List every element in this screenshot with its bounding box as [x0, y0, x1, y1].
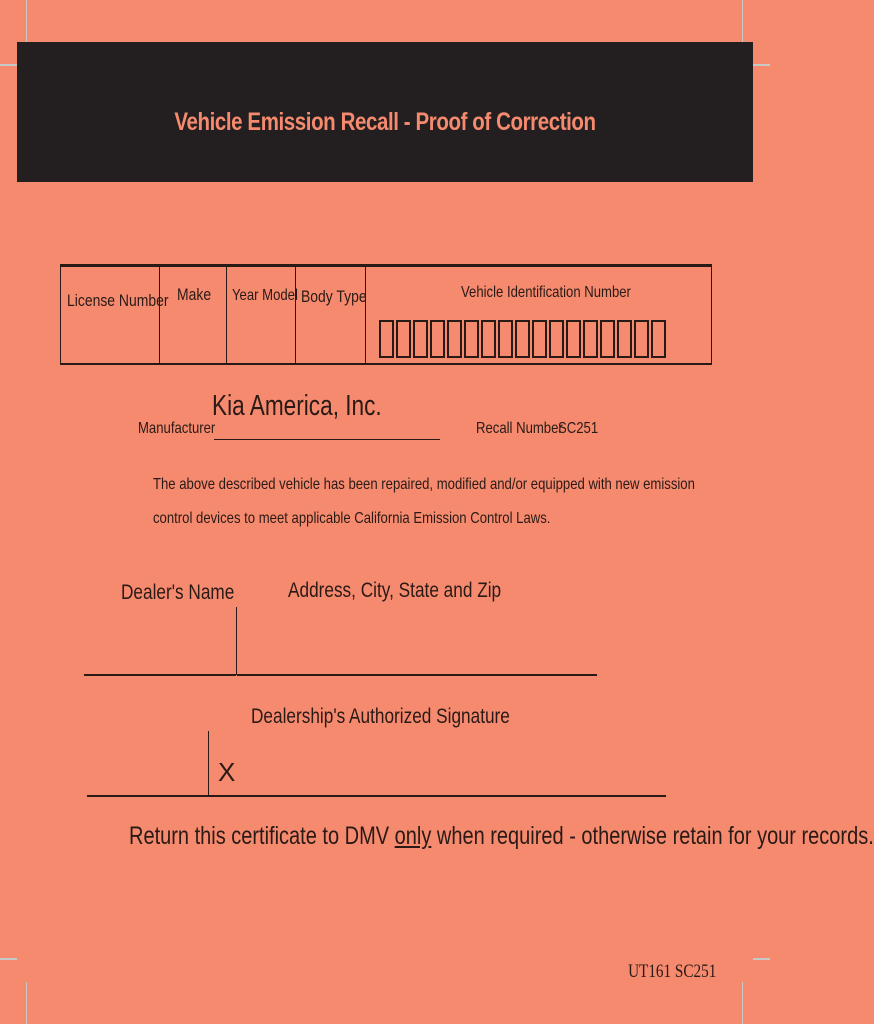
- vin-input-boxes[interactable]: [379, 320, 668, 358]
- vin-char-box[interactable]: [651, 320, 666, 358]
- vin-char-box[interactable]: [498, 320, 513, 358]
- crop-mark: [742, 982, 743, 1024]
- form-title: Vehicle Emission Recall - Proof of Correction: [174, 108, 596, 136]
- vin-char-box[interactable]: [413, 320, 428, 358]
- vin-char-box[interactable]: [447, 320, 462, 358]
- signature-line[interactable]: [209, 795, 666, 797]
- manufacturer-underline: [214, 439, 440, 440]
- body-type-cell[interactable]: [295, 267, 366, 363]
- vin-char-box[interactable]: [464, 320, 479, 358]
- signature-divider: [208, 731, 209, 797]
- recall-number-value: SC251: [558, 420, 599, 437]
- signature-left-line[interactable]: [87, 795, 208, 797]
- crop-mark: [0, 958, 17, 960]
- vin-char-box[interactable]: [379, 320, 394, 358]
- dealer-address-line[interactable]: [237, 674, 597, 676]
- statement-line-2: control devices to meet applicable California Emission Control Laws.: [153, 510, 551, 527]
- body-type-label: Body Type: [301, 287, 367, 306]
- license-number-cell[interactable]: [61, 267, 169, 363]
- crop-mark: [753, 958, 770, 960]
- year-model-label: Year Model: [232, 287, 298, 304]
- manufacturer-label: Manufacturer: [138, 420, 216, 437]
- dealer-name-line[interactable]: [84, 674, 236, 676]
- recall-number-label: Recall Number: [476, 420, 563, 437]
- make-cell[interactable]: [159, 267, 227, 363]
- vin-char-box[interactable]: [617, 320, 632, 358]
- year-model-cell[interactable]: [226, 267, 296, 363]
- crop-mark: [0, 64, 17, 66]
- vin-char-box[interactable]: [396, 320, 411, 358]
- vin-char-box[interactable]: [549, 320, 564, 358]
- signature-label: Dealership's Authorized Signature: [251, 705, 510, 728]
- vin-char-box[interactable]: [566, 320, 581, 358]
- vin-label: Vehicle Identification Number: [461, 284, 631, 301]
- vin-char-box[interactable]: [583, 320, 598, 358]
- manufacturer-value: Kia America, Inc.: [212, 390, 382, 422]
- return-instruction: [129, 822, 874, 851]
- vin-char-box[interactable]: [515, 320, 530, 358]
- crop-mark: [26, 0, 27, 42]
- vin-char-box[interactable]: [600, 320, 615, 358]
- dealer-name-label: Dealer's Name: [121, 581, 235, 604]
- header-bar: [17, 42, 753, 182]
- instruction-before: Return this certificate to DMV: [129, 822, 395, 850]
- instruction-after: when required - otherwise retain for your records.: [431, 822, 874, 850]
- dealer-divider: [236, 607, 237, 675]
- make-label: Make: [177, 285, 212, 304]
- signature-x-mark: X: [218, 757, 236, 787]
- vin-char-box[interactable]: [532, 320, 547, 358]
- license-number-label: License Number: [67, 291, 169, 310]
- crop-mark: [753, 64, 770, 66]
- dealer-address-label: Address, City, State and Zip: [288, 579, 502, 602]
- crop-mark: [742, 0, 743, 42]
- crop-mark: [26, 982, 27, 1024]
- vin-char-box[interactable]: [634, 320, 649, 358]
- vehicle-info-table: [60, 264, 712, 365]
- form-code: UT161 SC251: [627, 961, 716, 982]
- vin-char-box[interactable]: [481, 320, 496, 358]
- vin-char-box[interactable]: [430, 320, 445, 358]
- instruction-emphasis: only: [394, 822, 432, 850]
- statement-line-1: The above described vehicle has been repaired, modified and/or equipped with new emission: [153, 476, 695, 493]
